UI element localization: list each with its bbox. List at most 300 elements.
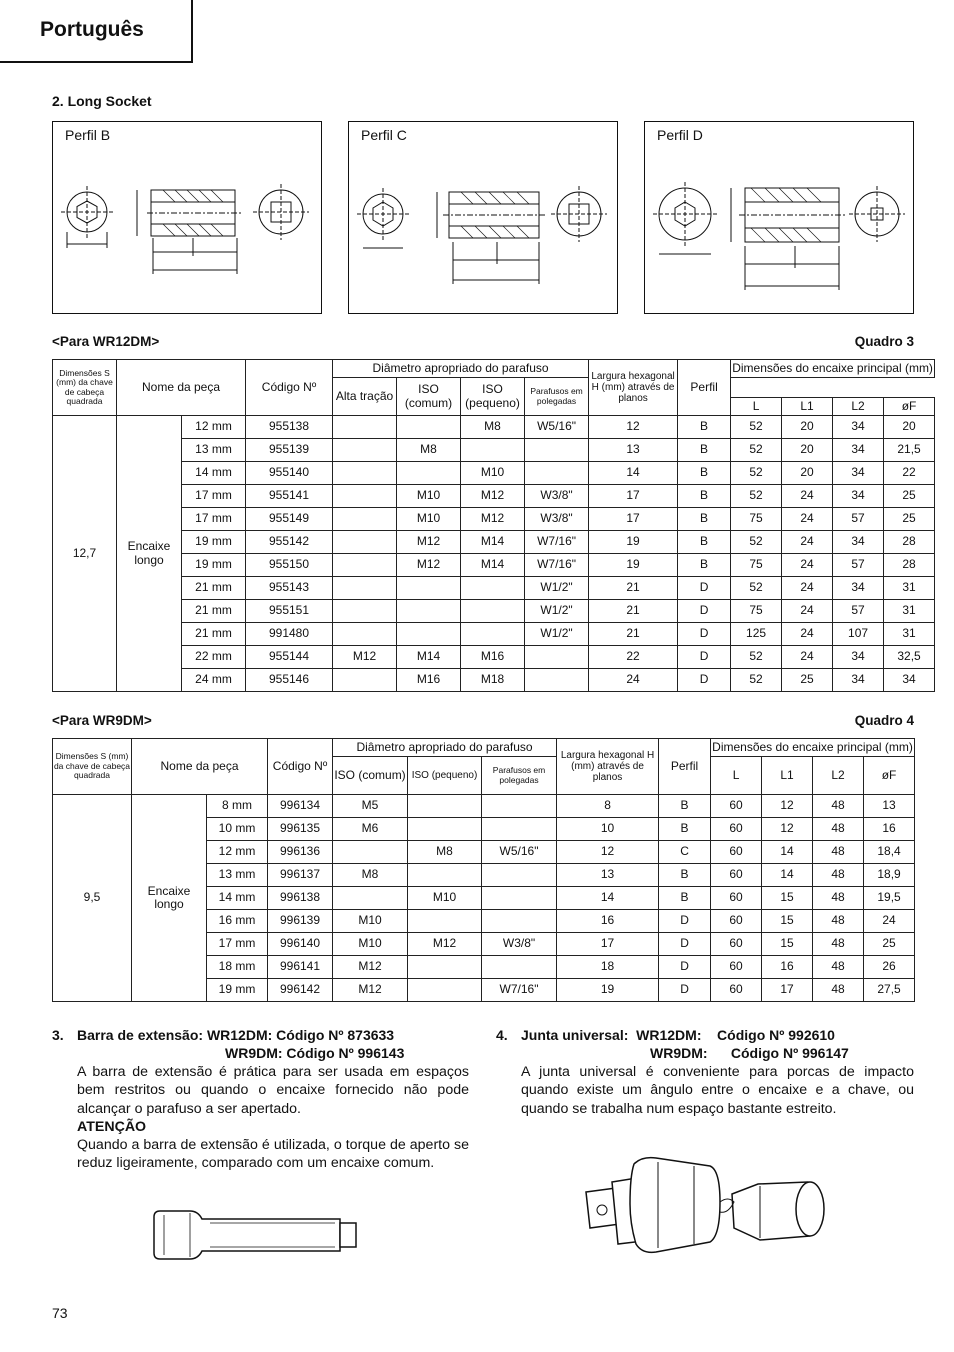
table-cell: 17 mm bbox=[182, 485, 246, 508]
table-cell: 34 bbox=[833, 531, 884, 554]
table-cell: 48 bbox=[813, 795, 864, 818]
t4-square-cell: 9,5 bbox=[53, 795, 132, 1002]
table-row bbox=[53, 508, 935, 531]
table4-number: Quadro 4 bbox=[854, 713, 914, 728]
table-cell: M12 bbox=[461, 508, 525, 531]
profile-c-label: Perfil C bbox=[361, 127, 407, 143]
table-cell bbox=[333, 554, 397, 577]
table-cell: 20 bbox=[782, 439, 833, 462]
table-cell: 24 bbox=[782, 554, 833, 577]
section3-title-2: WR9DM: Código Nº 996143 bbox=[225, 1045, 405, 1061]
profile-b-box bbox=[52, 121, 322, 314]
table-cell: W1/2" bbox=[525, 577, 589, 600]
table-cell: 955150 bbox=[246, 554, 333, 577]
table-cell: 52 bbox=[731, 462, 782, 485]
profile-b-label: Perfil B bbox=[65, 127, 111, 143]
table-cell bbox=[333, 439, 397, 462]
table-cell: 10 bbox=[557, 818, 659, 841]
table-cell: 12 bbox=[589, 416, 678, 439]
table-cell: 52 bbox=[731, 485, 782, 508]
t3-h-hightension: Alta tração bbox=[333, 378, 397, 416]
table-cell: 12 bbox=[557, 841, 659, 864]
table-cell: 996135 bbox=[268, 818, 333, 841]
table-cell: 17 mm bbox=[182, 508, 246, 531]
section3-number: 3. bbox=[52, 1027, 64, 1043]
table-cell bbox=[408, 956, 482, 979]
table-cell: B bbox=[659, 818, 711, 841]
table-cell: 60 bbox=[711, 887, 762, 910]
t4-h-L2: L2 bbox=[813, 757, 864, 795]
table-cell: 26 bbox=[864, 956, 915, 979]
table3 bbox=[52, 359, 935, 692]
table-cell bbox=[461, 439, 525, 462]
t3-part-name: Encaixe longo bbox=[117, 416, 182, 692]
table-cell: 15 bbox=[762, 910, 813, 933]
table-cell: 991480 bbox=[246, 623, 333, 646]
table4 bbox=[52, 738, 915, 1002]
table-cell: 12 bbox=[762, 818, 813, 841]
table-cell: M12 bbox=[397, 531, 461, 554]
table-row bbox=[53, 600, 935, 623]
table-cell: 16 bbox=[864, 818, 915, 841]
table-row bbox=[53, 623, 935, 646]
table-cell bbox=[525, 462, 589, 485]
section3-text-2: Quando a barra de extensão é utilizada, o torque de aperto se reduz ligeiramente, comparado com um encaixe comum. bbox=[77, 1137, 469, 1172]
table-cell: 60 bbox=[711, 910, 762, 933]
table-cell: 16 mm bbox=[207, 910, 268, 933]
table-cell: B bbox=[678, 508, 731, 531]
table-cell: 24 bbox=[864, 910, 915, 933]
table-cell: W7/16" bbox=[525, 531, 589, 554]
table-cell bbox=[333, 887, 408, 910]
table-row bbox=[53, 646, 935, 669]
t3-h-phiF: øF bbox=[884, 398, 935, 416]
t3-h-L1: L1 bbox=[782, 398, 833, 416]
table-cell: 13 bbox=[589, 439, 678, 462]
table-row bbox=[53, 485, 935, 508]
table-cell: 48 bbox=[813, 910, 864, 933]
table-cell bbox=[333, 462, 397, 485]
table-cell: 13 bbox=[557, 864, 659, 887]
language-label: Português bbox=[40, 18, 144, 41]
table-cell: 52 bbox=[731, 669, 782, 692]
table-cell: B bbox=[659, 887, 711, 910]
table-cell: 18 mm bbox=[207, 956, 268, 979]
table-cell: B bbox=[659, 795, 711, 818]
t4-h-iso-common: ISO (comum) bbox=[333, 757, 408, 795]
table-cell: 25 bbox=[884, 508, 935, 531]
table-cell: 31 bbox=[884, 600, 935, 623]
table-cell: 21 mm bbox=[182, 577, 246, 600]
table-cell: 12 mm bbox=[182, 416, 246, 439]
table-cell: 16 bbox=[557, 910, 659, 933]
table-row bbox=[53, 462, 935, 485]
table-row bbox=[53, 669, 935, 692]
t3-h-inch: Parafusos em polegadas bbox=[525, 378, 589, 416]
table-cell: 955143 bbox=[246, 577, 333, 600]
table4-caption: <Para WR9DM> bbox=[52, 713, 152, 728]
table-cell: 17 bbox=[762, 979, 813, 1002]
t4-h-code: Código Nº bbox=[268, 739, 333, 795]
table-cell: 22 bbox=[884, 462, 935, 485]
table-cell: 34 bbox=[833, 646, 884, 669]
profile-d-drawing bbox=[645, 122, 915, 315]
table-cell: 15 bbox=[762, 933, 813, 956]
table-cell: 31 bbox=[884, 577, 935, 600]
table-cell: M14 bbox=[461, 531, 525, 554]
table-cell bbox=[461, 623, 525, 646]
section3-title-1: Barra de extensão: WR12DM: Código Nº 873633 bbox=[77, 1027, 395, 1043]
t4-h-L1: L1 bbox=[762, 757, 813, 795]
table-cell: D bbox=[678, 600, 731, 623]
table-cell: 16 bbox=[762, 956, 813, 979]
table-cell bbox=[525, 669, 589, 692]
table-cell: 955146 bbox=[246, 669, 333, 692]
table-cell: D bbox=[659, 933, 711, 956]
table-cell: M6 bbox=[333, 818, 408, 841]
table-cell: 20 bbox=[782, 462, 833, 485]
table-cell: 60 bbox=[711, 979, 762, 1002]
table-cell: D bbox=[659, 910, 711, 933]
table-cell: 19,5 bbox=[864, 887, 915, 910]
table-cell: 14 mm bbox=[207, 887, 268, 910]
table-cell: B bbox=[678, 554, 731, 577]
table-cell: 20 bbox=[782, 416, 833, 439]
table-cell bbox=[482, 956, 557, 979]
table-cell: 34 bbox=[833, 416, 884, 439]
table-cell: 52 bbox=[731, 416, 782, 439]
table-cell: 25 bbox=[782, 669, 833, 692]
t4-h-dims: Dimensões do encaixe principal (mm) bbox=[711, 739, 915, 757]
t3-h-iso-small: ISO (pequeno) bbox=[461, 378, 525, 416]
table-cell: W7/16" bbox=[482, 979, 557, 1002]
table-cell: 955151 bbox=[246, 600, 333, 623]
table-cell: 996136 bbox=[268, 841, 333, 864]
table-cell: 125 bbox=[731, 623, 782, 646]
table-cell bbox=[333, 577, 397, 600]
table-cell: 48 bbox=[813, 818, 864, 841]
table-cell bbox=[333, 669, 397, 692]
table-cell: 24 bbox=[782, 646, 833, 669]
t4-h-hex: Largura hexagonal H (mm) através de planos bbox=[557, 739, 659, 795]
table-cell: 27,5 bbox=[864, 979, 915, 1002]
table-cell: 34 bbox=[833, 669, 884, 692]
table-cell: 17 mm bbox=[207, 933, 268, 956]
t3-h-L: L bbox=[731, 398, 782, 416]
table-cell: M12 bbox=[408, 933, 482, 956]
table-cell: 60 bbox=[711, 841, 762, 864]
table-cell: 21 bbox=[589, 623, 678, 646]
table-cell: 10 mm bbox=[207, 818, 268, 841]
table-cell: 48 bbox=[813, 979, 864, 1002]
table-cell: D bbox=[678, 577, 731, 600]
table-cell: 34 bbox=[833, 462, 884, 485]
t4-h-square: Dimensões S (mm) da chave de cabeça quadrada bbox=[53, 739, 132, 795]
table-row bbox=[53, 795, 915, 818]
table-cell: 13 mm bbox=[207, 864, 268, 887]
table-cell: B bbox=[678, 416, 731, 439]
table-cell: 996139 bbox=[268, 910, 333, 933]
table-cell: 60 bbox=[711, 818, 762, 841]
table-cell: 20 bbox=[884, 416, 935, 439]
t4-h-bolt: Diâmetro apropriado do parafuso bbox=[333, 739, 557, 757]
table-cell: 13 mm bbox=[182, 439, 246, 462]
table-cell bbox=[525, 439, 589, 462]
section4-number: 4. bbox=[496, 1027, 508, 1043]
table-cell: 24 bbox=[782, 623, 833, 646]
table-cell: 955142 bbox=[246, 531, 333, 554]
table-cell: B bbox=[678, 462, 731, 485]
t3-h-dims: Dimensões do encaixe principal (mm) bbox=[731, 360, 935, 378]
section4-title-2: WR9DM: Código Nº 996147 bbox=[650, 1045, 849, 1061]
table-cell: 24 bbox=[782, 485, 833, 508]
table-cell: W5/16" bbox=[482, 841, 557, 864]
table-cell: M16 bbox=[461, 646, 525, 669]
table-cell: 8 mm bbox=[207, 795, 268, 818]
table-cell: 48 bbox=[813, 841, 864, 864]
table-cell bbox=[397, 623, 461, 646]
table-cell: 48 bbox=[813, 933, 864, 956]
table-cell bbox=[333, 531, 397, 554]
profile-c-drawing bbox=[349, 122, 619, 315]
table-cell: 52 bbox=[731, 577, 782, 600]
section3-warning-title: ATENÇÃO bbox=[77, 1118, 147, 1135]
table-cell: M10 bbox=[397, 508, 461, 531]
language-tab bbox=[0, 0, 193, 63]
table-cell: 24 bbox=[782, 600, 833, 623]
table-cell bbox=[408, 818, 482, 841]
table-cell: M14 bbox=[461, 554, 525, 577]
table-cell: 34 bbox=[833, 439, 884, 462]
table-cell: 17 bbox=[589, 485, 678, 508]
table-cell bbox=[482, 818, 557, 841]
table-row bbox=[53, 531, 935, 554]
table-cell: 60 bbox=[711, 795, 762, 818]
t3-h-hex: Largura hexagonal H (mm) através de planos bbox=[589, 360, 678, 416]
table-cell: 955140 bbox=[246, 462, 333, 485]
table-row bbox=[53, 554, 935, 577]
table-cell: M12 bbox=[333, 979, 408, 1002]
table-cell: 32,5 bbox=[884, 646, 935, 669]
table-cell: 14 bbox=[762, 864, 813, 887]
t4-h-name: Nome da peça bbox=[132, 739, 268, 795]
t3-h-L2: L2 bbox=[833, 398, 884, 416]
table-cell: 48 bbox=[813, 864, 864, 887]
table-cell: 14 bbox=[762, 841, 813, 864]
table-cell: M10 bbox=[461, 462, 525, 485]
table-cell: 57 bbox=[833, 554, 884, 577]
t3-h-code: Código Nº bbox=[246, 360, 333, 416]
section-title-long-socket: 2. Long Socket bbox=[52, 93, 152, 109]
table-cell: 24 bbox=[782, 531, 833, 554]
table-cell: 75 bbox=[731, 508, 782, 531]
t3-h-profile: Perfil bbox=[678, 360, 731, 416]
table-cell: 14 bbox=[557, 887, 659, 910]
t4-h-phiF: øF bbox=[864, 757, 915, 795]
profile-b-drawing bbox=[53, 122, 323, 315]
extension-bar-illustration bbox=[150, 1205, 360, 1265]
table-cell bbox=[408, 979, 482, 1002]
table-cell: 955141 bbox=[246, 485, 333, 508]
table-cell bbox=[408, 910, 482, 933]
table-cell: 22 mm bbox=[182, 646, 246, 669]
table-row bbox=[53, 416, 935, 439]
table-cell: 24 bbox=[589, 669, 678, 692]
table-cell: 48 bbox=[813, 887, 864, 910]
table-cell: 21 bbox=[589, 577, 678, 600]
table-cell: 75 bbox=[731, 600, 782, 623]
table-cell: 75 bbox=[731, 554, 782, 577]
table-cell: 996142 bbox=[268, 979, 333, 1002]
table-cell bbox=[333, 416, 397, 439]
table-cell bbox=[333, 600, 397, 623]
table-cell: W5/16" bbox=[525, 416, 589, 439]
table-cell: 996137 bbox=[268, 864, 333, 887]
table-cell bbox=[482, 910, 557, 933]
table3-number: Quadro 3 bbox=[854, 334, 914, 349]
table-cell: 955139 bbox=[246, 439, 333, 462]
table-cell: 996138 bbox=[268, 887, 333, 910]
t4-h-inch: Parafusos em polegadas bbox=[482, 757, 557, 795]
table-cell: M8 bbox=[408, 841, 482, 864]
table-cell: 22 bbox=[589, 646, 678, 669]
table-cell: M16 bbox=[397, 669, 461, 692]
table-cell: 52 bbox=[731, 439, 782, 462]
table-cell: 21 mm bbox=[182, 623, 246, 646]
table-cell: B bbox=[678, 485, 731, 508]
t4-h-profile: Perfil bbox=[659, 739, 711, 795]
table-cell: 17 bbox=[589, 508, 678, 531]
table-cell: D bbox=[678, 669, 731, 692]
table-cell: M10 bbox=[333, 910, 408, 933]
table-cell: 18 bbox=[557, 956, 659, 979]
table-cell: 13 bbox=[864, 795, 915, 818]
table-cell: M10 bbox=[397, 485, 461, 508]
table-cell: 34 bbox=[833, 577, 884, 600]
table-cell: M10 bbox=[333, 933, 408, 956]
table-cell: 955149 bbox=[246, 508, 333, 531]
table-cell: W1/2" bbox=[525, 623, 589, 646]
profile-d-box bbox=[644, 121, 914, 314]
table-cell: 14 bbox=[589, 462, 678, 485]
table-cell bbox=[397, 462, 461, 485]
t4-h-iso-small: ISO (pequeno) bbox=[408, 757, 482, 795]
table-cell: B bbox=[659, 864, 711, 887]
table-cell bbox=[333, 485, 397, 508]
table-cell bbox=[408, 795, 482, 818]
table-cell: 24 bbox=[782, 508, 833, 531]
table-cell: 18,9 bbox=[864, 864, 915, 887]
table-cell: 48 bbox=[813, 956, 864, 979]
table-cell bbox=[482, 864, 557, 887]
table-cell: 34 bbox=[884, 669, 935, 692]
table-cell: 52 bbox=[731, 646, 782, 669]
table-cell bbox=[397, 600, 461, 623]
table-cell: 19 bbox=[557, 979, 659, 1002]
table-cell: W1/2" bbox=[525, 600, 589, 623]
table-cell: 8 bbox=[557, 795, 659, 818]
table-cell: 28 bbox=[884, 554, 935, 577]
table-cell: D bbox=[659, 979, 711, 1002]
table-cell: 21,5 bbox=[884, 439, 935, 462]
table-cell: W3/8" bbox=[525, 508, 589, 531]
profile-c-box bbox=[348, 121, 618, 314]
table-cell: D bbox=[678, 623, 731, 646]
table-cell bbox=[333, 623, 397, 646]
table-cell: M12 bbox=[461, 485, 525, 508]
table-cell bbox=[333, 508, 397, 531]
table-cell: W3/8" bbox=[525, 485, 589, 508]
table-cell: D bbox=[659, 956, 711, 979]
table-cell: 996140 bbox=[268, 933, 333, 956]
table-cell: 28 bbox=[884, 531, 935, 554]
table-cell: M12 bbox=[397, 554, 461, 577]
t3-h-iso-common: ISO (comum) bbox=[397, 378, 461, 416]
table-cell: W3/8" bbox=[482, 933, 557, 956]
table-cell: 60 bbox=[711, 864, 762, 887]
table-cell: 107 bbox=[833, 623, 884, 646]
table-cell: M12 bbox=[333, 646, 397, 669]
table-cell bbox=[525, 646, 589, 669]
table-cell: B bbox=[678, 439, 731, 462]
table-cell: 996141 bbox=[268, 956, 333, 979]
t4-part-name: Encaixe longo bbox=[132, 795, 207, 1002]
t3-h-name: Nome da peça bbox=[117, 360, 246, 416]
table-cell: 60 bbox=[711, 933, 762, 956]
table-cell bbox=[333, 841, 408, 864]
page-number: 73 bbox=[52, 1305, 68, 1321]
t3-square-cell: 12,7 bbox=[53, 416, 117, 692]
t3-h-bolt: Diâmetro apropriado do parafuso bbox=[333, 360, 589, 378]
profile-d-label: Perfil D bbox=[657, 127, 703, 143]
table-cell: M10 bbox=[408, 887, 482, 910]
section4-body: A junta universal é conveniente para porcas de impacto quando existe um ângulo entre o encaixe e a chave, ou quando se trabalha num espaço bastante estreito. bbox=[521, 1064, 914, 1117]
table-cell: 25 bbox=[864, 933, 915, 956]
table-cell: 996134 bbox=[268, 795, 333, 818]
section3-text-1: A barra de extensão é prática para ser usada em espaços bem restritos ou quando o encaixe fornecido não pode alcançar o parafuso a ser apertado. bbox=[77, 1064, 469, 1117]
table-cell: 52 bbox=[731, 531, 782, 554]
table-cell: 24 mm bbox=[182, 669, 246, 692]
table-cell: 34 bbox=[833, 485, 884, 508]
t4-h-L: L bbox=[711, 757, 762, 795]
table-cell: M5 bbox=[333, 795, 408, 818]
table-cell: 57 bbox=[833, 508, 884, 531]
table-cell: 21 mm bbox=[182, 600, 246, 623]
table-cell: 14 mm bbox=[182, 462, 246, 485]
table-cell: 25 bbox=[884, 485, 935, 508]
table-row bbox=[53, 577, 935, 600]
table-cell: 955138 bbox=[246, 416, 333, 439]
t3-h-square: Dimensões S (mm) da chave de cabeça quadrada bbox=[53, 360, 117, 416]
table-cell: 21 bbox=[589, 600, 678, 623]
table-cell: 19 mm bbox=[182, 554, 246, 577]
table-cell: 19 bbox=[589, 554, 678, 577]
table-cell: 17 bbox=[557, 933, 659, 956]
table-cell: 60 bbox=[711, 956, 762, 979]
table-cell: 955144 bbox=[246, 646, 333, 669]
table-cell: 15 bbox=[762, 887, 813, 910]
table-cell bbox=[482, 795, 557, 818]
table-cell bbox=[482, 887, 557, 910]
table-cell: D bbox=[678, 646, 731, 669]
table-cell: M18 bbox=[461, 669, 525, 692]
section4-title-1: Junta universal: WR12DM: Código Nº 992610 bbox=[521, 1027, 835, 1043]
table-cell: M8 bbox=[333, 864, 408, 887]
table-cell: 57 bbox=[833, 600, 884, 623]
table-cell: 31 bbox=[884, 623, 935, 646]
table-cell bbox=[461, 600, 525, 623]
section3-body bbox=[77, 1063, 469, 1173]
